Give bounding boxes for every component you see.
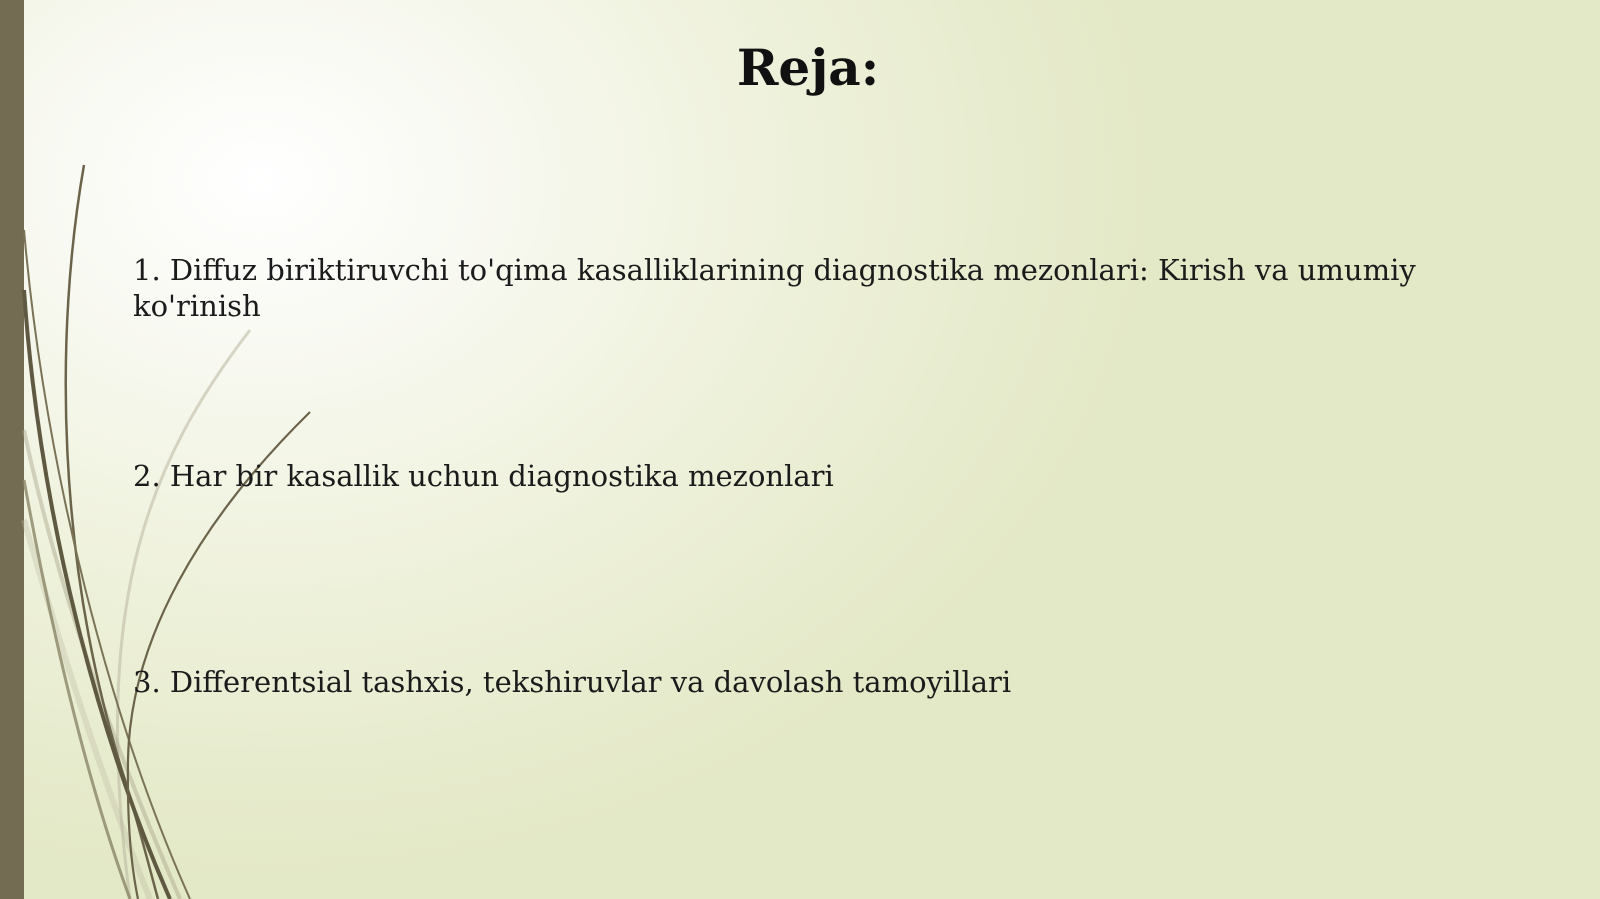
grass-blade-faint-3 [24,520,150,899]
agenda-item-3: 3. Differentsial tashxis, tekshiruvlar va davolash tamoyillari [133,665,1012,699]
agenda-item-1: 1. Diffuz biriktiruvchi to'qima kasalliklarining diagnostika mezonlari: Kirish va umumiy ko'rinish [133,253,1416,323]
grass-blade-faint-1 [117,330,250,899]
slide-title: Reja: [736,38,880,97]
grass-blade-2 [24,290,170,899]
left-accent-bar [0,0,24,899]
grass-blade-5 [24,480,130,899]
grass-blade-3 [24,230,190,899]
agenda-item-2: 2. Har bir kasallik uchun diagnostika mezonlari [133,459,834,493]
